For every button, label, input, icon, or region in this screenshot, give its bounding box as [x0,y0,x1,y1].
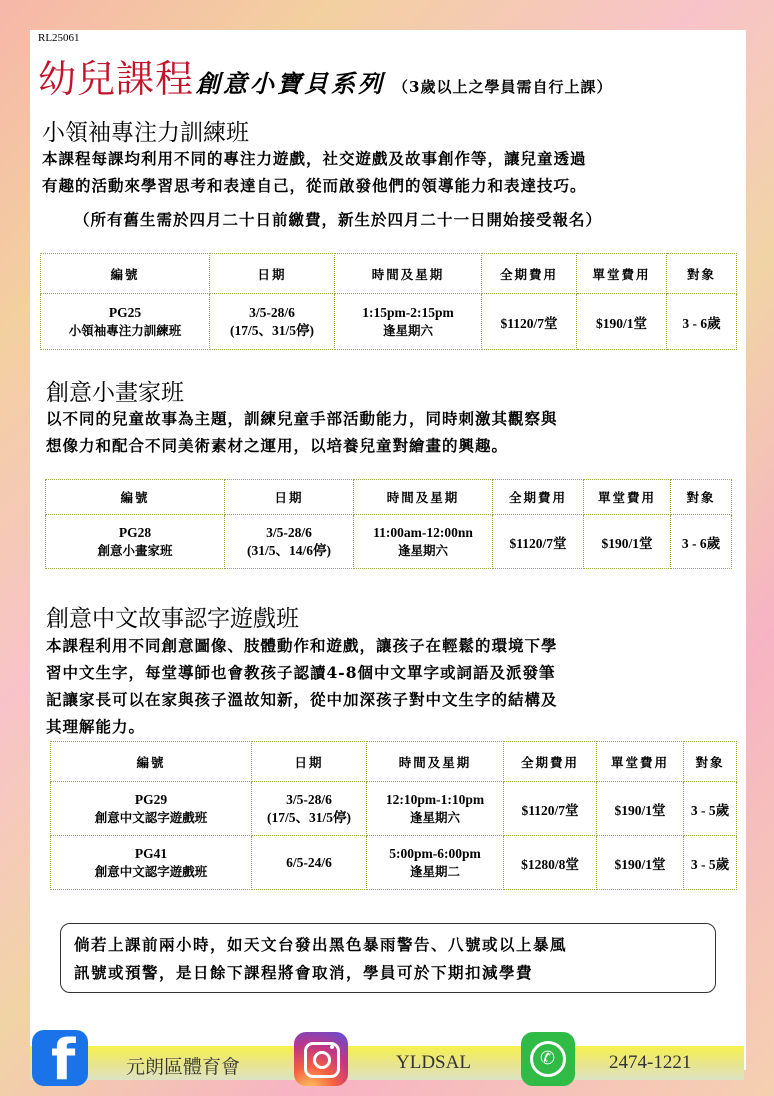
header-time: 時間及星期 [367,742,504,782]
time-cell: 12:10pm-1:10pm 逢星期六 [367,782,504,836]
date-cell: 3/5-28/6 (17/5、31/5停) [210,294,335,350]
date-cell: 3/5-28/6 (31/5、14/6停) [225,515,354,569]
header-single-fee: 單堂費用 [597,742,684,782]
section-heading-painter: 創意小畫家班 [46,380,184,406]
whatsapp-text: 2474-1221 [609,1052,692,1073]
single-fee-cell: $190/1堂 [584,515,671,569]
time-cell: 11:00am-12:00nn 逢星期六 [354,515,493,569]
header-target: 對象 [684,742,737,782]
header-code: 編號 [51,742,252,782]
full-fee-cell: $1120/7堂 [493,515,584,569]
course-code-cell: PG28 創意小畫家班 [46,515,225,569]
full-fee-cell: $1280/8堂 [504,836,597,890]
desc-line: 以不同的兒童故事為主題，訓練兒童手部活動能力，同時刺激其觀察與 [46,409,558,428]
section-desc-painter [46,405,558,459]
header-date: 日期 [252,742,367,782]
course-table-chinese [50,741,737,890]
registration-notice: （所有舊生需於四月二十日前繳費，新生於四月二十一日開始接受報名） [74,210,603,229]
table-row [41,294,737,350]
main-title: 幼兒課程 [38,57,195,101]
desc-line: 習中文生字，每堂導師也會教孩子認讀4-8個中文單字或詞語及派發筆 [46,663,556,682]
header-date: 日期 [210,254,335,294]
date-cell: 3/5-28/6 (17/5、31/5停) [252,782,367,836]
time-cell: 5:00pm-6:00pm 逢星期二 [367,836,504,890]
course-code-cell: PG25 小領袖專注力訓練班 [41,294,210,350]
section-desc-leadership [42,145,587,199]
full-fee-cell: $1120/7堂 [504,782,597,836]
table-row [51,782,737,836]
header-full-fee: 全期費用 [504,742,597,782]
header-target: 對象 [667,254,737,294]
instagram-text: YLDSAL [396,1052,471,1073]
target-cell: 3 - 5歲 [684,836,737,890]
single-fee-cell: $190/1堂 [597,836,684,890]
section-heading-leadership: 小領袖專注力訓練班 [42,120,249,146]
warning-line: 訊號或預警，是日餘下課程將會取消，學員可於下期扣減學費 [74,963,534,982]
facebook-text: 元朗區體育會 [126,1056,241,1078]
single-fee-cell: $190/1堂 [597,782,684,836]
target-cell: 3 - 6歲 [667,294,737,350]
course-code-cell: PG29 創意中文認字遊戲班 [51,782,252,836]
course-table-leadership [40,253,737,350]
desc-line: 本課程每課均利用不同的專注力遊戲，社交遊戲及故事創作等，讓兒童透過 [42,149,587,168]
header-date: 日期 [225,480,354,515]
course-table-painter [45,479,732,569]
desc-line: 本課程利用不同創意圖像、肢體動作和遊戲，讓孩子在輕鬆的環境下學 [46,636,558,655]
header-target: 對象 [671,480,732,515]
table-row [51,836,737,890]
time-cell: 1:15pm-2:15pm 逢星期六 [335,294,482,350]
weather-warning-box [60,923,716,993]
header-time: 時間及星期 [354,480,493,515]
target-cell: 3 - 5歲 [684,782,737,836]
desc-line: 其理解能力。 [46,717,146,736]
course-code-cell: PG41 創意中文認字遊戲班 [51,836,252,890]
desc-line: 有趣的活動來學習思考和表達自己，從而啟發他們的領導能力和表達技巧。 [42,176,587,195]
section-heading-chinese: 創意中文故事認字遊戲班 [46,606,299,632]
document-code: RL25061 [38,32,80,44]
whatsapp-icon[interactable]: ✆ [521,1032,575,1086]
table-row [46,515,732,569]
header-single-fee: 單堂費用 [577,254,667,294]
instagram-icon[interactable] [294,1032,348,1086]
header-full-fee: 全期費用 [482,254,577,294]
target-cell: 3 - 6歲 [671,515,732,569]
desc-line: 想像力和配合不同美術素材之運用，以培養兒童對繪畫的興趣。 [46,436,509,455]
title-row [38,48,748,100]
single-fee-cell: $190/1堂 [577,294,667,350]
header-time: 時間及星期 [335,254,482,294]
date-cell: 6/5-24/6 [252,836,367,890]
header-code: 編號 [46,480,225,515]
section-desc-chinese [46,632,558,740]
warning-line: 倘若上課前兩小時，如天文台發出黑色暴雨警告、八號或以上暴風 [74,935,568,954]
header-full-fee: 全期費用 [493,480,584,515]
age-note: （3歲以上之學員需自行上課） [393,78,613,96]
series-title: 創意小寶貝系列 [196,69,386,98]
desc-line: 記讓家長可以在家與孩子溫故知新，從中加深孩子對中文生字的結構及 [46,690,558,709]
full-fee-cell: $1120/7堂 [482,294,577,350]
facebook-icon[interactable]: f [32,1030,88,1086]
header-single-fee: 單堂費用 [584,480,671,515]
header-code: 編號 [41,254,210,294]
